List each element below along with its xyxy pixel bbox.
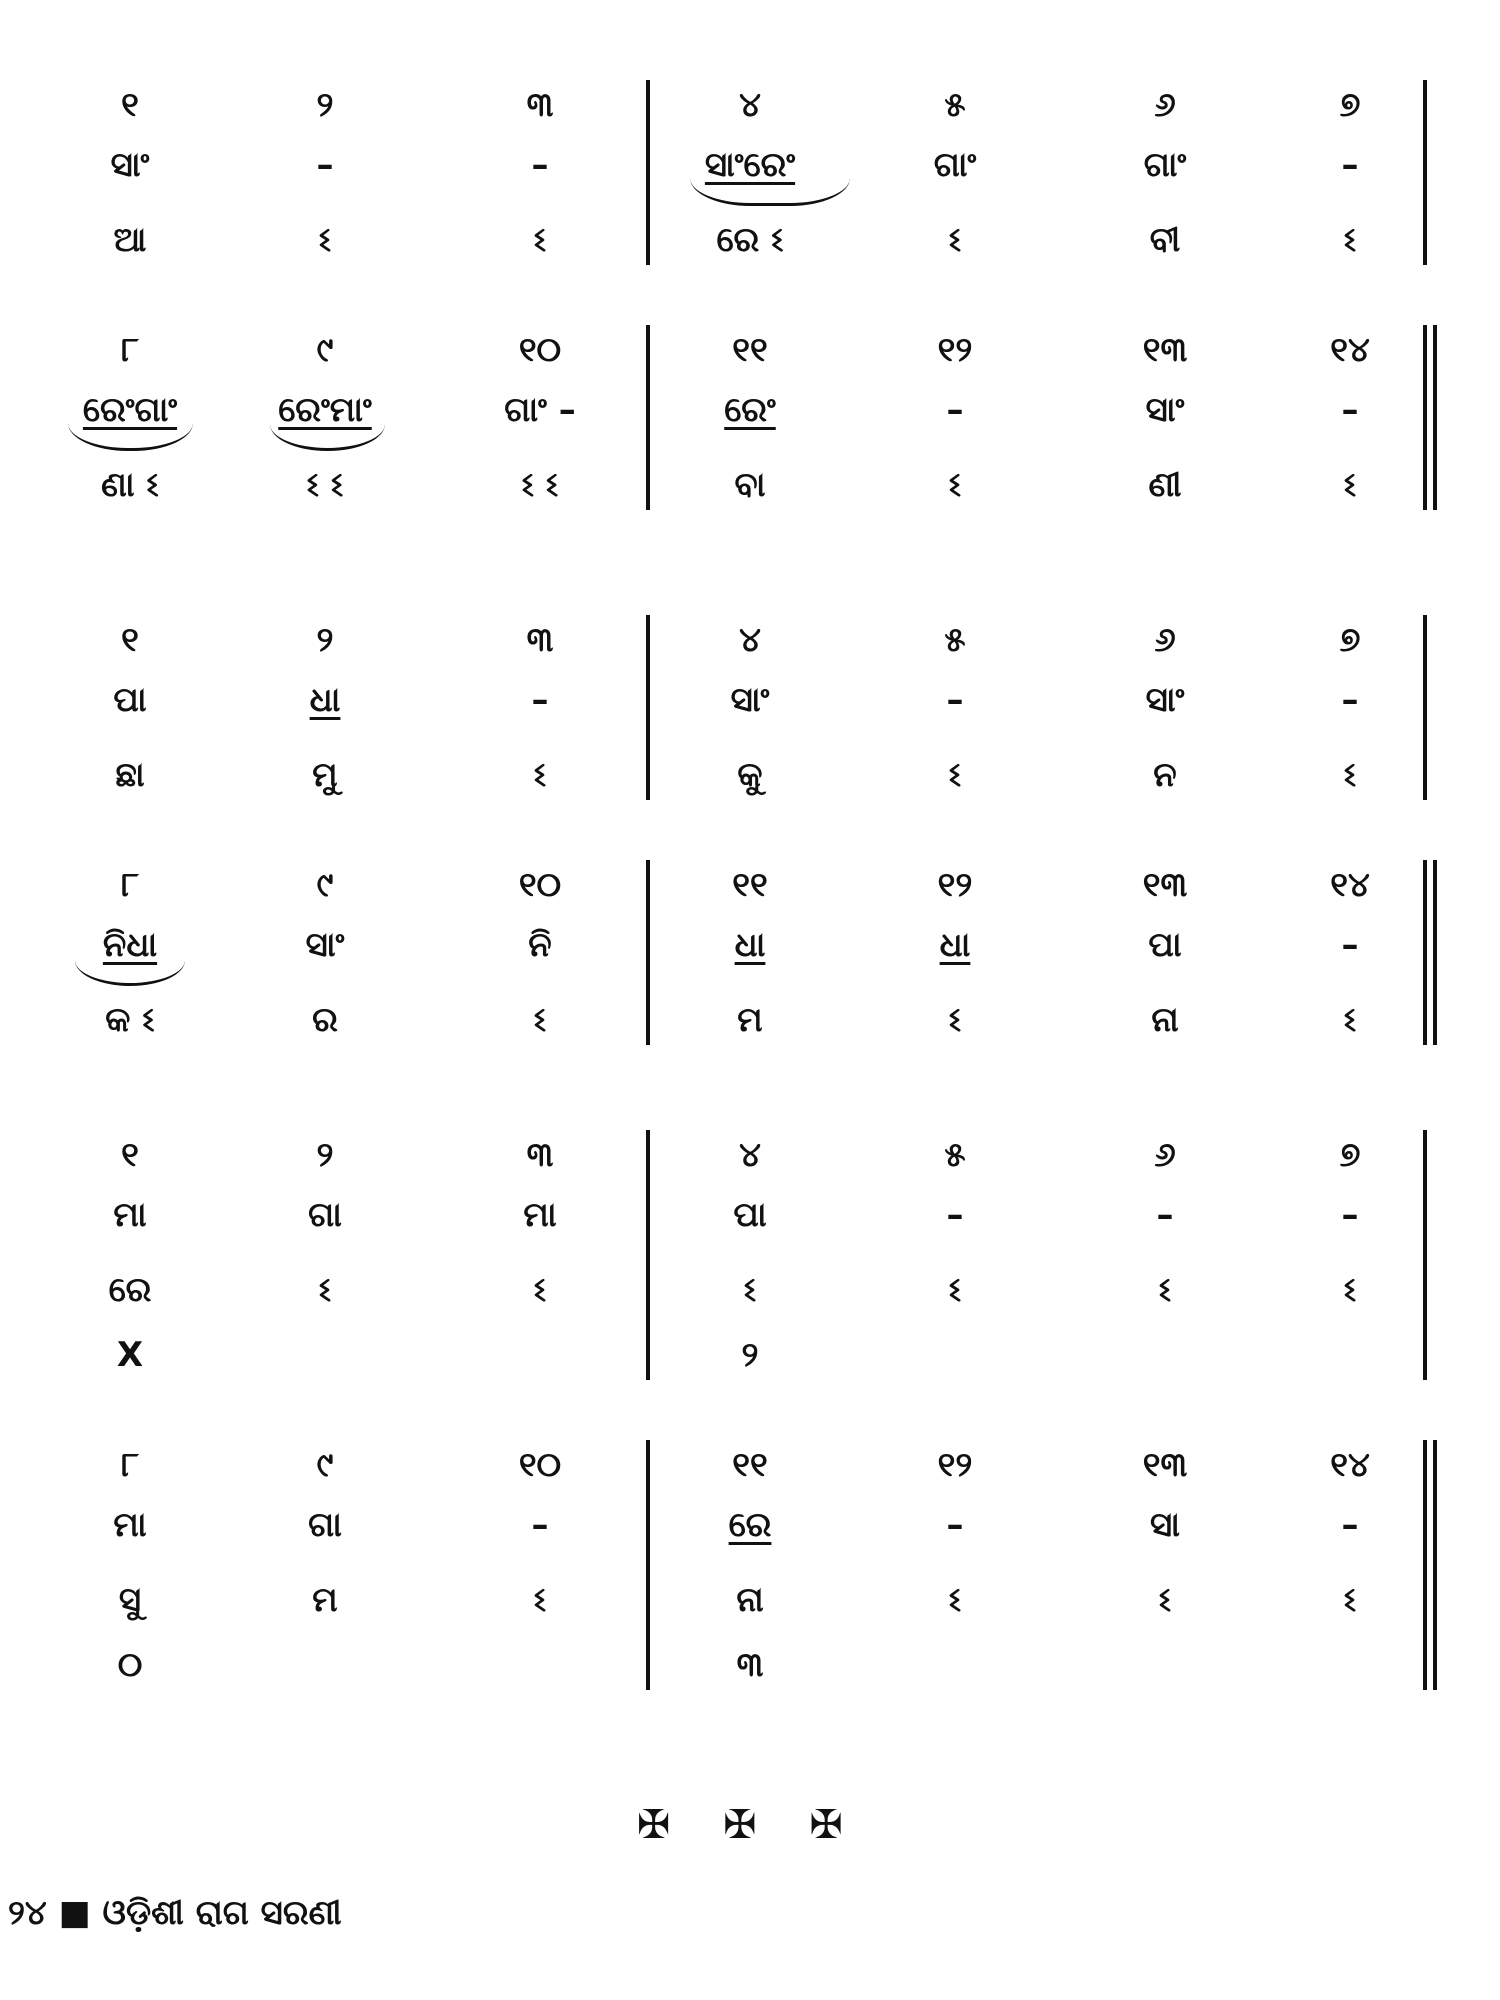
swara-cell: ମା — [113, 1195, 147, 1235]
lyric-cell: ଽ ଽ — [521, 465, 559, 505]
beat-number-row — [0, 610, 1500, 670]
beat-number-cell: ୮ — [121, 330, 139, 370]
lyric-row — [0, 455, 1500, 515]
beat-number-cell: ୧୦ — [518, 1445, 562, 1485]
swara-cell: – — [1341, 1195, 1359, 1235]
lyric-cell: ଽ — [1343, 1270, 1357, 1310]
meend-slur — [75, 955, 185, 986]
beat-number-cell: ୪ — [739, 1135, 761, 1175]
swara-cell: ରେଂମାଂ — [278, 390, 372, 430]
lyric-cell: କୁ — [737, 755, 763, 795]
lyric-cell: ଽ — [948, 1580, 962, 1620]
beat-number-cell: ୫ — [944, 620, 966, 660]
vibhag-bar — [646, 325, 650, 510]
beat-number-cell: ୪ — [739, 620, 761, 660]
lyric-cell: ଽ — [743, 1270, 757, 1310]
vibhag-bar — [646, 615, 650, 800]
swara-cell: ପା — [733, 1195, 767, 1235]
lyric-cell: ନା — [1151, 1000, 1179, 1040]
swara-cell: – — [531, 145, 549, 185]
beat-number-cell: ୨ — [316, 1135, 334, 1175]
lyric-cell: ଽ — [1343, 1580, 1357, 1620]
bar-line — [1423, 615, 1427, 800]
tala-marker-cell: X — [116, 1335, 144, 1375]
vibhag-bar — [646, 860, 650, 1045]
beat-number-cell: ୧୨ — [937, 865, 973, 905]
swara-row — [0, 1495, 1500, 1555]
lyric-row — [0, 990, 1500, 1050]
lyric-cell: ମ — [312, 1580, 338, 1620]
lyric-cell: ଽ — [533, 755, 547, 795]
beat-number-row — [0, 320, 1500, 380]
lyric-cell: ରେ ଽ — [716, 220, 784, 260]
lyric-cell: ଽ — [533, 220, 547, 260]
swara-cell: – — [1341, 145, 1359, 185]
beat-number-cell: ୭ — [1339, 85, 1361, 125]
lyric-cell: ନ — [1153, 755, 1177, 795]
lyric-cell: ଽ — [948, 1000, 962, 1040]
beat-number-row — [0, 1435, 1500, 1495]
lyric-cell: ଆ — [113, 220, 147, 260]
beat-number-cell: ୪ — [739, 85, 761, 125]
lyric-cell: ମ — [737, 1000, 763, 1040]
beat-number-cell: ୬ — [1154, 85, 1176, 125]
swara-cell: – — [946, 390, 964, 430]
lyric-cell: ଽ — [948, 755, 962, 795]
swara-cell: – — [316, 145, 334, 185]
lyric-cell: ଣୀ — [1148, 465, 1182, 505]
lyric-cell: ଽ — [1343, 755, 1357, 795]
beat-number-cell: ୭ — [1339, 620, 1361, 660]
beat-number-cell: ୯ — [316, 865, 334, 905]
swara-cell: ରେ — [728, 1505, 772, 1545]
swara-row — [0, 380, 1500, 440]
swara-cell: – — [1341, 925, 1359, 965]
lyric-cell: ନା — [736, 1580, 764, 1620]
beat-number-row — [0, 855, 1500, 915]
lyric-row — [0, 745, 1500, 805]
beat-number-cell: ୧୪ — [1330, 865, 1370, 905]
tala-marker-row — [0, 1635, 1500, 1695]
beat-number-cell: ୧୪ — [1330, 1445, 1370, 1485]
bar-line — [1423, 1130, 1427, 1380]
double-bar-line — [1423, 1440, 1437, 1690]
beat-number-cell: ୧୩ — [1142, 1445, 1188, 1485]
lyric-row — [0, 1570, 1500, 1630]
beat-number-cell: ୧ — [121, 1135, 139, 1175]
lyric-cell: ଽ — [1343, 220, 1357, 260]
beat-number-row — [0, 75, 1500, 135]
swara-cell: ସାଂ — [730, 680, 770, 720]
swara-cell: ଗା — [308, 1505, 342, 1545]
lyric-cell: ଽ — [533, 1270, 547, 1310]
swara-cell: ସାଂ — [305, 925, 345, 965]
page-footer: ୨୪ ■ ଓଡ଼ିଶୀ ରାଗ ସରଣୀ — [8, 1893, 342, 1933]
swara-cell: – — [1341, 680, 1359, 720]
swara-cell: – — [1156, 1195, 1174, 1235]
beat-number-cell: ୩ — [526, 620, 554, 660]
swara-cell: ରେଂ — [724, 390, 776, 430]
beat-number-cell: ୭ — [1339, 1135, 1361, 1175]
swara-cell: ନି — [528, 925, 552, 965]
beat-number-cell: ୮ — [121, 1445, 139, 1485]
swara-cell: ଧା — [309, 680, 341, 720]
swara-cell: ରେଂଗାଂ — [82, 390, 178, 430]
beat-number-cell: ୧୧ — [732, 1445, 768, 1485]
beat-number-cell: ୧୪ — [1330, 330, 1370, 370]
swara-cell: ପା — [113, 680, 147, 720]
swara-row — [0, 1185, 1500, 1245]
beat-number-cell: ୧୧ — [732, 865, 768, 905]
tala-marker-cell: ୦ — [117, 1645, 143, 1685]
swara-cell: – — [1341, 390, 1359, 430]
beat-number-cell: ୬ — [1154, 1135, 1176, 1175]
lyric-row — [0, 1260, 1500, 1320]
lyric-cell: ରେ — [108, 1270, 152, 1310]
lyric-cell: ଽ — [948, 220, 962, 260]
lyric-cell: ଽ — [1158, 1270, 1172, 1310]
lyric-cell: ଛା — [115, 755, 145, 795]
lyric-cell: ବା — [734, 465, 766, 505]
beat-number-cell: ୧୧ — [732, 330, 768, 370]
lyric-cell: ଽ — [533, 1000, 547, 1040]
double-bar-line — [1423, 325, 1437, 510]
swara-cell: ସାଂ — [1145, 680, 1185, 720]
swara-cell: ଗାଂ — [1143, 145, 1187, 185]
lyric-cell: ଽ — [948, 465, 962, 505]
swara-cell: – — [1341, 1505, 1359, 1545]
swara-cell: – — [531, 1505, 549, 1545]
swara-cell: ସାଂରେଂ — [704, 145, 796, 185]
lyric-cell: କ ଽ — [105, 1000, 155, 1040]
lyric-cell: ମୁ — [312, 755, 338, 795]
double-bar-line — [1423, 860, 1437, 1045]
meend-slur — [68, 420, 193, 451]
beat-number-cell: ୫ — [944, 85, 966, 125]
swara-cell: ନିଧା — [102, 925, 158, 965]
lyric-cell: ଽ — [1343, 465, 1357, 505]
vibhag-bar — [646, 1440, 650, 1690]
beat-number-cell: ୮ — [121, 865, 139, 905]
tala-marker-cell: ୨ — [741, 1335, 759, 1375]
meend-slur — [270, 420, 385, 451]
swara-cell: ସା — [1150, 1505, 1180, 1545]
lyric-cell: ଽ — [318, 1270, 332, 1310]
swara-cell: – — [946, 680, 964, 720]
beat-number-cell: ୧୨ — [937, 1445, 973, 1485]
beat-number-cell: ୧ — [121, 85, 139, 125]
beat-number-cell: ୧ — [121, 620, 139, 660]
beat-number-cell: ୩ — [526, 85, 554, 125]
beat-number-cell: ୬ — [1154, 620, 1176, 660]
beat-number-cell: ୩ — [526, 1135, 554, 1175]
beat-number-cell: ୧୩ — [1142, 865, 1188, 905]
beat-number-cell: ୨ — [316, 85, 334, 125]
meend-slur — [690, 175, 850, 206]
beat-number-cell: ୧୨ — [937, 330, 973, 370]
lyric-cell: ଽ — [318, 220, 332, 260]
swara-row — [0, 670, 1500, 730]
lyric-cell: ଽ — [533, 1580, 547, 1620]
swara-cell: ପା — [1148, 925, 1182, 965]
bar-line — [1423, 80, 1427, 265]
lyric-cell: ର — [312, 1000, 338, 1040]
vibhag-bar — [646, 80, 650, 265]
beat-number-cell: ୯ — [316, 1445, 334, 1485]
beat-number-cell: ୫ — [944, 1135, 966, 1175]
swara-cell: ସାଂ — [1145, 390, 1185, 430]
swara-row — [0, 915, 1500, 975]
lyric-row — [0, 210, 1500, 270]
lyric-cell: ଽ — [948, 1270, 962, 1310]
swara-cell: ଗାଂ – — [504, 390, 576, 430]
swara-cell: ଧା — [939, 925, 971, 965]
lyric-cell: ଽ ଽ — [306, 465, 344, 505]
lyric-cell: ଣା ଽ — [101, 465, 159, 505]
tala-marker-row — [0, 1325, 1500, 1385]
section-end-ornament: ✠ ✠ ✠ — [637, 1802, 863, 1848]
lyric-cell: ସୁ — [118, 1580, 142, 1620]
beat-number-cell: ୯ — [316, 330, 334, 370]
swara-cell: ମା — [113, 1505, 147, 1545]
swara-cell: ମା — [523, 1195, 557, 1235]
lyric-cell: ବୀ — [1149, 220, 1181, 260]
beat-number-cell: ୧୩ — [1142, 330, 1188, 370]
swara-cell: ଧା — [734, 925, 766, 965]
beat-number-row — [0, 1125, 1500, 1185]
lyric-cell: ଽ — [1343, 1000, 1357, 1040]
tala-marker-cell: ୩ — [736, 1645, 764, 1685]
swara-cell: ସାଂ — [110, 145, 150, 185]
beat-number-cell: ୧୦ — [518, 865, 562, 905]
swara-cell: ଗାଂ — [933, 145, 977, 185]
swara-cell: – — [946, 1195, 964, 1235]
vibhag-bar — [646, 1130, 650, 1380]
swara-cell: – — [946, 1505, 964, 1545]
beat-number-cell: ୨ — [316, 620, 334, 660]
swara-cell: – — [531, 680, 549, 720]
swara-cell: ଗା — [308, 1195, 342, 1235]
beat-number-cell: ୧୦ — [518, 330, 562, 370]
lyric-cell: ଽ — [1158, 1580, 1172, 1620]
